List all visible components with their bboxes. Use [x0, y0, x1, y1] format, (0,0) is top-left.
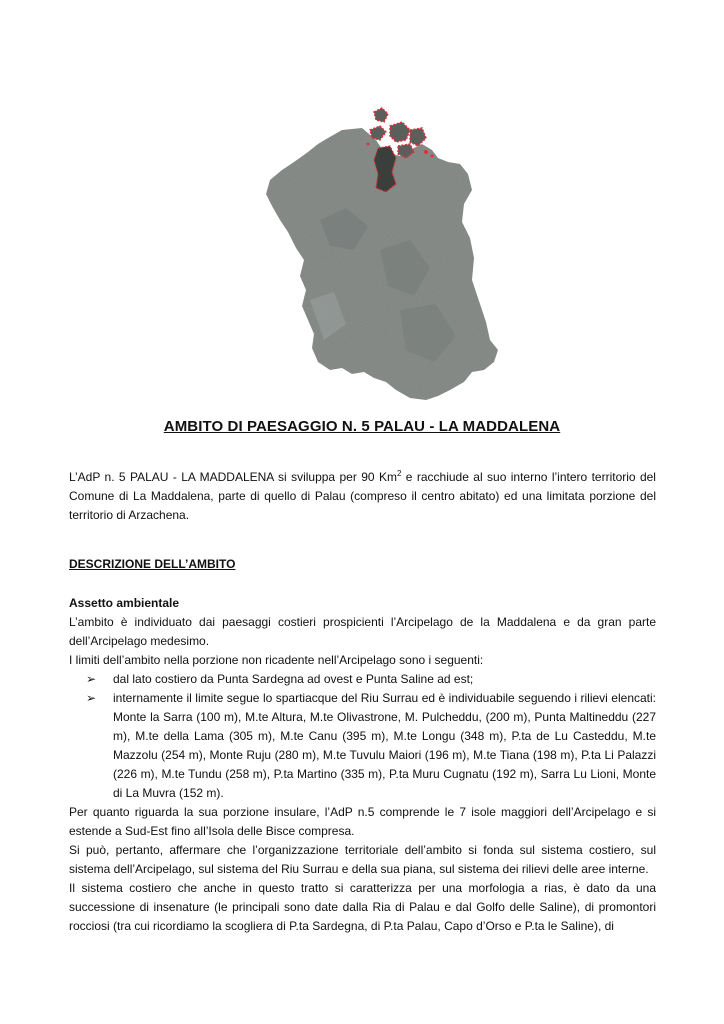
- paragraph: Per quanto riguarda la sua porzione insulare, l’AdP n.5 comprende le 7 isole maggiori dell’Arcipelago e si estende a Sud-Est fino all’Isola delle Bisce compresa.: [69, 805, 656, 838]
- arrow-bullet-icon: ➢: [86, 691, 97, 705]
- page-title: AMBITO DI PAESAGGIO N. 5 PALAU - LA MADDALENA: [163, 418, 561, 435]
- list-item-text: dal lato costiero da Punta Sardegna ad ovest e Punta Saline ad est;: [113, 672, 474, 686]
- intro-text: L’AdP n. 5 PALAU - LA MADDALENA si sviluppa per 90 Km: [69, 470, 397, 484]
- intro-text-cont: e racchiude al suo interno l’intero territorio del Comune di La Maddalena, parte di quello di Palau (compreso il centro abitato) ed una limitata porzione del territorio di Arzachena.: [69, 470, 656, 522]
- list-item: [86, 689, 656, 803]
- superscript: 2: [396, 469, 402, 478]
- main-text-block: [69, 613, 656, 936]
- sub-heading: Assetto ambientale: [69, 596, 180, 610]
- list-item-text: internamente il limite segue lo spartiacque del Riu Surrau ed è individuabile seguendo i rilievi elencati: Monte la Sarra (100 m), M.te Altura, M.te Olivastrone, M. Pulcheddu, (200 m), Punta Maltineddu (227 m), M.te della Lama (305 m), M.te Canu (395 m), M.te Longu (348 m), P.ta de Lu Casteddu, M.te Mazzolu (254 m), Monte Ruju (280 m), M.te Tuvulu Maiori (196 m), M.te Tiana (198 m), P.ta Li Palazzi (226 m), M.te Tundu (258 m), P.ta Martino (335 m), P.ta Muru Cugnatu (192 m), Sarra Lu Lioni, Monte di La Muvra (152 m).: [113, 691, 656, 800]
- arrow-bullet-icon: ➢: [86, 672, 97, 686]
- section-heading: DESCRIZIONE DELL’AMBITO: [69, 557, 236, 571]
- paragraph: L’ambito è individuato dai paesaggi costieri prospicienti l’Arcipelago de la Maddalena e da gran parte dell’Arcipelago medesimo.: [69, 615, 656, 648]
- list-item: [86, 670, 656, 689]
- paragraph: Il sistema costiero che anche in questo tratto si caratterizza per una morfologia a rias, è dato da una successione di insenature (le principali sono date dalla Ria di Palau e dal Golfo delle Saline), di promontori rocciosi (tra cui ricordiamo la scogliera di P.ta Sardegna, di P.ta Palau, Capo d’Orso e P.ta le Saline), di: [69, 881, 656, 933]
- sardinia-map-image: [250, 100, 510, 405]
- map-svg: [250, 100, 510, 405]
- paragraph: I limiti dell’ambito nella porzione non ricadente nell’Arcipelago sono i seguenti:: [69, 653, 484, 667]
- intro-paragraph: [69, 468, 656, 525]
- paragraph: Si può, pertanto, affermare che l’organizzazione territoriale dell’ambito si fonda sul sistema costiero, sul sistema dell’Arcipelago, sul sistema del Riu Surrau e della sua piana, sul sistema dei rilievi delle aree interne.: [69, 843, 656, 876]
- bullet-list: [69, 670, 656, 803]
